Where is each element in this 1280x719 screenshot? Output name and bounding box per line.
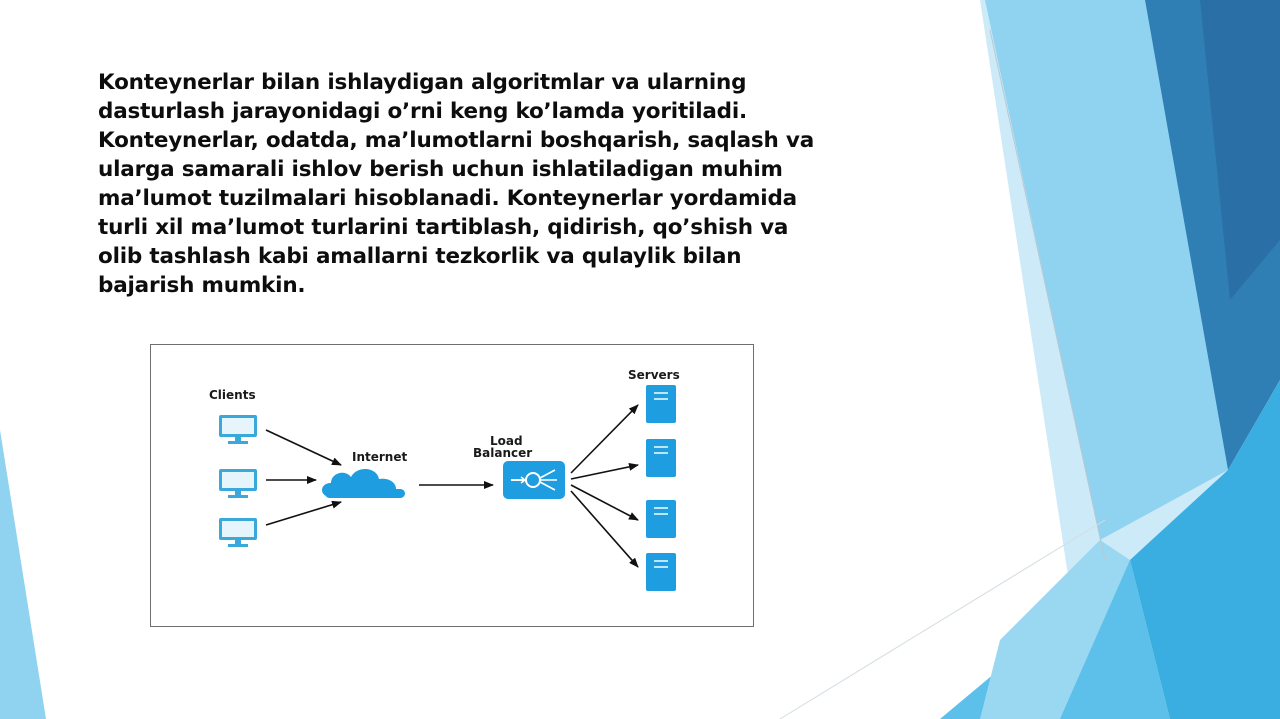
server-icon [646, 385, 676, 423]
arrow-balancer-to-server [571, 465, 638, 479]
client-monitor-icon [219, 518, 257, 547]
arrow-client-to-internet [266, 430, 341, 465]
arrow-balancer-to-server [571, 405, 638, 473]
internet-label: Internet [352, 450, 408, 464]
server-icon [646, 500, 676, 538]
body-paragraph: Konteynerlar bilan ishlaydigan algoritmlar va ularning dasturlash jarayonidagi o’rni keng ko’lamda yoritiladi. Konteynerlar, odatda, ma’lumotlarni boshqarish, saqlash va ularga samarali ishlov berish uchun ishlatiladigan muhim ma’lumot tuzilmalari hisoblanadi. Konteynerlar yordamida turli xil ma’lumot turlarini tartiblash, qidirish, qo’shish va olib tashlash kabi amallarni tezkorlik va qulaylik bilan bajarish mumkin. [98, 70, 815, 298]
server-icon [646, 553, 676, 591]
load-balancer-label-line2: Balancer [473, 446, 533, 460]
left-accent-shape [0, 430, 46, 719]
load-balancer-label-line1: Load [490, 434, 523, 448]
arrow-client-to-internet [266, 502, 341, 525]
clients-label: Clients [209, 388, 256, 402]
server-icon [646, 439, 676, 477]
load-balancer-diagram [150, 344, 754, 627]
client-monitor-icon [219, 469, 257, 498]
servers-label: Servers [628, 368, 680, 382]
client-monitor-icon [219, 415, 257, 444]
cloud-icon [322, 469, 405, 498]
load-balancer-icon [503, 461, 565, 499]
